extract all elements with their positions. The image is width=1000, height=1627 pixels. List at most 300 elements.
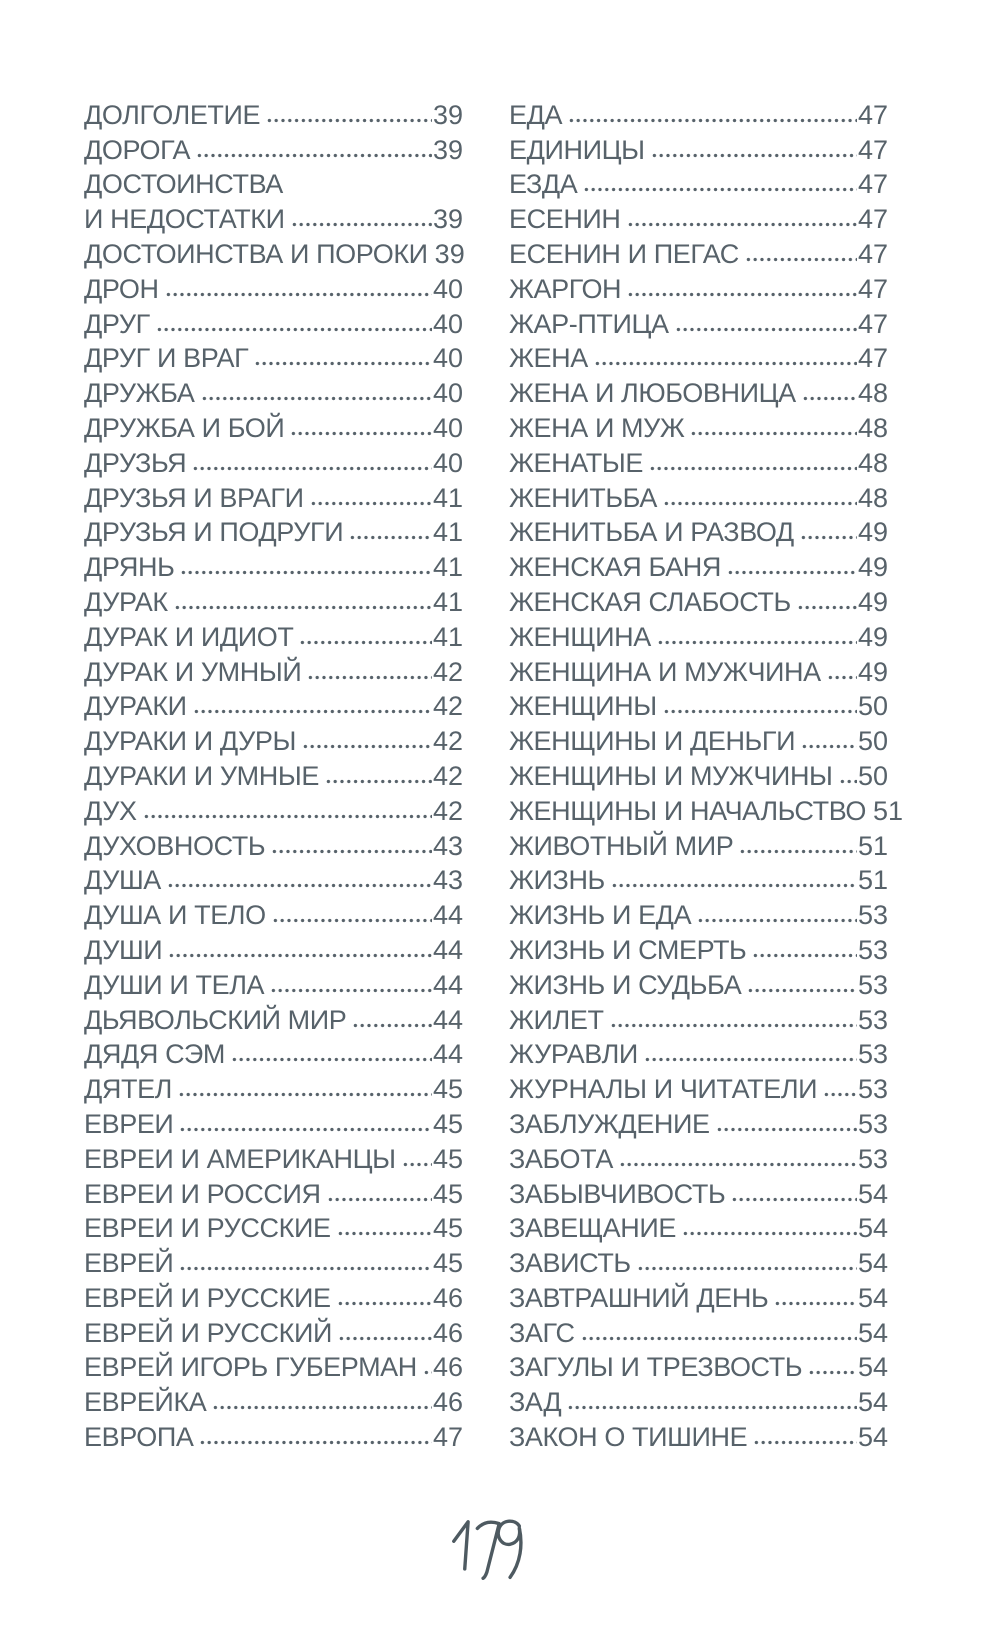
dot-leader xyxy=(179,1265,432,1272)
handwritten-page-number xyxy=(437,1506,544,1588)
dot-leader xyxy=(619,1161,857,1168)
toc-entry-title: ЖУРНАЛЫ И ЧИТАТЕЛИ xyxy=(509,1074,818,1105)
toc-entry-page: 41 xyxy=(432,621,463,652)
dot-leader xyxy=(808,1369,857,1376)
toc-entry xyxy=(509,1070,888,1105)
dot-leader xyxy=(165,291,432,298)
toc-entry-title: ЕЗДА xyxy=(509,169,578,200)
toc-entry xyxy=(84,340,463,375)
toc-entry xyxy=(509,1383,888,1418)
toc-entry-title: ДУША И ТЕЛО xyxy=(84,900,266,931)
toc-entry xyxy=(84,374,463,409)
toc-entry xyxy=(84,1418,463,1453)
toc-entry xyxy=(509,896,888,931)
page-footer xyxy=(0,1508,980,1591)
toc-entry-page: 53 xyxy=(857,900,888,931)
toc-entry-title: ЕСЕНИН И ПЕГАС xyxy=(509,238,739,269)
toc-entry xyxy=(84,966,463,1001)
dot-leader xyxy=(663,500,857,507)
toc-entry xyxy=(84,1001,463,1036)
dot-leader xyxy=(299,639,431,646)
toc-entry-title: ЖЕНА И МУЖ xyxy=(509,412,685,443)
dot-leader xyxy=(270,987,432,994)
dot-leader xyxy=(156,326,432,333)
dot-leader xyxy=(797,604,857,611)
toc-entry-page: 54 xyxy=(857,1248,888,1279)
toc-entry-page: 47 xyxy=(857,343,888,374)
dot-leader xyxy=(180,569,432,576)
toc-entry-title: ЕВРЕИ И РОССИЯ xyxy=(84,1178,321,1209)
dot-leader xyxy=(196,152,432,159)
toc-entry-page: 48 xyxy=(857,378,888,409)
toc-entry xyxy=(84,1349,463,1384)
toc-entry xyxy=(509,340,888,375)
toc-entry xyxy=(509,1175,888,1210)
dot-leader xyxy=(143,813,432,820)
toc-entry-page: 46 xyxy=(432,1352,463,1383)
toc-entry xyxy=(84,1244,463,1279)
toc-entry-page: 49 xyxy=(857,552,888,583)
dot-leader xyxy=(337,1300,432,1307)
toc-entry-title: ДРУГ И ВРАГ xyxy=(84,343,249,374)
toc-entry-page: 44 xyxy=(432,1039,463,1070)
toc-entry-title: ЕВРЕИ xyxy=(84,1108,174,1139)
toc-entry-page: 53 xyxy=(857,1143,888,1174)
toc-entry-title: ЖИВОТНЫЙ МИР xyxy=(509,830,734,861)
toc-entry-title: ДРУЗЬЯ xyxy=(84,447,187,478)
dot-leader xyxy=(325,778,432,785)
toc-entry xyxy=(509,514,888,549)
dot-leader xyxy=(644,1056,857,1063)
toc-entry-title: ДОСТОИНСТВА И ПОРОКИ xyxy=(84,238,428,269)
toc-entry-page: 40 xyxy=(432,343,463,374)
toc-entry-page: 54 xyxy=(857,1387,888,1418)
toc-entry-page: 53 xyxy=(857,1039,888,1070)
toc-entry-page: 43 xyxy=(432,865,463,896)
dot-leader xyxy=(637,1265,857,1272)
toc-entry xyxy=(509,1001,888,1036)
toc-entry-page: 44 xyxy=(432,900,463,931)
toc-entry xyxy=(84,688,463,723)
dot-leader xyxy=(199,1439,432,1446)
toc-entry xyxy=(509,1418,888,1453)
dot-leader xyxy=(272,917,432,924)
toc-entry xyxy=(509,1244,888,1279)
toc-entry-title: ЖЕНСКАЯ СЛАБОСТЬ xyxy=(509,586,791,617)
toc-entry-title: ЕДА xyxy=(509,99,563,130)
toc-entry-page: 40 xyxy=(432,308,463,339)
toc-entry-page: 51 xyxy=(857,830,888,861)
dot-leader xyxy=(675,326,857,333)
dot-leader xyxy=(611,882,857,889)
toc-entry-title: ЖЕНЩИНЫ И МУЖЧИНЫ xyxy=(509,760,833,791)
toc-entry-title: ЕВРЕЙКА xyxy=(84,1387,207,1418)
toc-entry xyxy=(509,688,888,723)
toc-entry xyxy=(84,305,463,340)
dot-leader xyxy=(174,604,432,611)
dot-leader xyxy=(231,1056,432,1063)
toc-entry-title: ЖИЗНЬ И СУДЬБА xyxy=(509,969,742,1000)
dot-leader xyxy=(581,1335,857,1342)
dot-leader xyxy=(663,708,857,715)
toc-entry-page: 40 xyxy=(432,412,463,443)
toc-entry xyxy=(509,618,888,653)
toc-entry xyxy=(84,1175,463,1210)
dot-leader xyxy=(201,395,432,402)
toc-entry xyxy=(84,1036,463,1071)
dot-leader xyxy=(697,917,857,924)
toc-entry xyxy=(509,1279,888,1314)
toc-column-left xyxy=(84,96,463,1453)
toc-entry-title: ЗАГС xyxy=(509,1317,575,1348)
toc-entry xyxy=(84,757,463,792)
toc-entry-title: ДРУГ xyxy=(84,308,150,339)
toc-entry-title: ДРУЗЬЯ И ВРАГИ xyxy=(84,482,304,513)
dot-leader xyxy=(651,152,857,159)
toc-entry-title: И НЕДОСТАТКИ xyxy=(84,204,285,235)
toc-entry xyxy=(84,862,463,897)
toc-entry xyxy=(509,931,888,966)
dot-leader xyxy=(337,1230,432,1237)
toc-entry-page: 45 xyxy=(432,1143,463,1174)
toc-entry xyxy=(84,792,463,827)
toc-entry xyxy=(84,618,463,653)
toc-entry xyxy=(84,931,463,966)
toc-entry-title: ЗАКОН О ТИШИНЕ xyxy=(509,1422,748,1453)
toc-entry-page: 42 xyxy=(432,726,463,757)
toc-entry-title: ЖЕНЩИНА xyxy=(509,621,651,652)
dot-leader xyxy=(827,674,857,681)
dot-leader xyxy=(168,952,432,959)
dot-leader xyxy=(338,1335,432,1342)
toc-entry xyxy=(509,757,888,792)
dot-leader xyxy=(423,1369,432,1376)
dot-leader xyxy=(682,1230,857,1237)
toc-entry-page: 54 xyxy=(857,1352,888,1383)
toc-entry xyxy=(509,966,888,1001)
toc-entry-page: 39 xyxy=(432,99,463,130)
toc-entry-page: 42 xyxy=(432,656,463,687)
dot-leader xyxy=(310,500,432,507)
toc-entry xyxy=(84,653,463,688)
toc-entry-title: ЖАРГОН xyxy=(509,273,622,304)
toc-entry-title: ЖЕНИТЬБА И РАЗВОД xyxy=(509,517,794,548)
toc-entry xyxy=(509,827,888,862)
toc-entry-page: 54 xyxy=(857,1282,888,1313)
dot-leader xyxy=(302,743,432,750)
toc-entry xyxy=(84,409,463,444)
toc-entry xyxy=(509,235,888,270)
dot-leader xyxy=(727,569,857,576)
toc-entry-title: ЖАР-ПТИЦА xyxy=(509,308,669,339)
toc-entry xyxy=(84,896,463,931)
toc-entry-title: ДРОН xyxy=(84,273,159,304)
toc-entry-page: 45 xyxy=(432,1108,463,1139)
toc-entry-page: 41 xyxy=(432,552,463,583)
toc-entry xyxy=(84,548,463,583)
toc-entry-page: 45 xyxy=(432,1248,463,1279)
toc-entry xyxy=(509,792,904,827)
toc-entry-page: 41 xyxy=(432,586,463,617)
toc-entry-page: 40 xyxy=(432,378,463,409)
toc-entry xyxy=(509,1140,888,1175)
dot-leader xyxy=(254,360,432,367)
toc-entry-title: ЖЕНЩИНА И МУЖЧИНА xyxy=(509,656,821,687)
toc-entry-page: 39 xyxy=(432,204,463,235)
toc-entry xyxy=(509,1210,888,1245)
toc-entry-title: ДУХ xyxy=(84,795,137,826)
dot-leader xyxy=(307,674,432,681)
toc-entry-page: 50 xyxy=(857,691,888,722)
toc-entry xyxy=(84,479,463,514)
toc-entry-page: 54 xyxy=(857,1213,888,1244)
toc-entry xyxy=(84,166,463,201)
dot-leader xyxy=(800,534,857,541)
toc-entry-title: ЗАВЕЩАНИЕ xyxy=(509,1213,676,1244)
toc-entry xyxy=(509,1105,888,1140)
toc-entry-page: 53 xyxy=(857,1108,888,1139)
dot-leader xyxy=(212,1404,432,1411)
dot-leader xyxy=(649,465,857,472)
toc-entry-page: 49 xyxy=(857,517,888,548)
toc-entry-title: ДУША xyxy=(84,865,161,896)
toc-entry xyxy=(84,583,463,618)
dot-leader xyxy=(568,117,857,124)
dot-leader xyxy=(839,778,857,785)
toc-entry-title: ДУРАК И ИДИОТ xyxy=(84,621,294,652)
dot-leader xyxy=(352,1022,432,1029)
dot-leader xyxy=(747,987,857,994)
dot-leader xyxy=(731,1196,857,1203)
toc-entry-title: ЖЕНЩИНЫ И НАЧАЛЬСТВО xyxy=(509,795,867,826)
toc-entry-title: ЕВРЕИ И АМЕРИКАНЦЫ xyxy=(84,1143,396,1174)
toc-entry xyxy=(509,1314,888,1349)
toc-entry-title: ЕСЕНИН xyxy=(509,204,621,235)
toc-entry-title: ДУРАКИ xyxy=(84,691,187,722)
toc-entry-title: ДЯДЯ СЭМ xyxy=(84,1039,225,1070)
dot-leader xyxy=(823,1091,857,1098)
dot-leader xyxy=(179,1126,432,1133)
dot-leader xyxy=(192,465,432,472)
toc-entry-page: 47 xyxy=(432,1422,463,1453)
toc-entry xyxy=(84,1105,463,1140)
toc-entry xyxy=(84,722,463,757)
toc-entry xyxy=(84,444,463,479)
toc-entry-page: 51 xyxy=(873,795,904,826)
toc-entry xyxy=(84,200,463,235)
toc-entry-page: 46 xyxy=(432,1317,463,1348)
toc-entry-page: 49 xyxy=(857,656,888,687)
toc-entry-title: ЕВРЕЙ И РУССКИЕ xyxy=(84,1282,331,1313)
toc-entry-title: ДОЛГОЛЕТИЕ xyxy=(84,99,261,130)
dot-leader xyxy=(567,1404,857,1411)
toc-entry xyxy=(84,827,463,862)
toc-entry-title: ЕДИНИЦЫ xyxy=(509,134,645,165)
toc-entry xyxy=(509,270,888,305)
toc-entry-page: 43 xyxy=(432,830,463,861)
table-of-contents xyxy=(84,96,904,1453)
dot-leader xyxy=(402,1161,432,1168)
toc-entry xyxy=(509,166,888,201)
toc-entry xyxy=(509,862,888,897)
toc-entry-page: 39 xyxy=(432,134,463,165)
toc-entry-title: ДРУЗЬЯ И ПОДРУГИ xyxy=(84,517,344,548)
toc-entry-title: ДРУЖБА xyxy=(84,378,195,409)
toc-entry-page: 54 xyxy=(857,1422,888,1453)
toc-entry xyxy=(509,131,888,166)
toc-entry-page: 47 xyxy=(857,238,888,269)
toc-entry-title: ЕВРОПА xyxy=(84,1422,194,1453)
toc-entry-page: 42 xyxy=(432,795,463,826)
dot-leader xyxy=(291,221,432,228)
toc-entry-page: 54 xyxy=(857,1317,888,1348)
toc-entry-page: 47 xyxy=(857,308,888,339)
toc-entry-page: 47 xyxy=(857,99,888,130)
toc-entry-page: 45 xyxy=(432,1074,463,1105)
toc-entry-title: ЗАБЛУЖДЕНИЕ xyxy=(509,1108,710,1139)
toc-entry-title: ЗАБОТА xyxy=(509,1143,613,1174)
toc-entry xyxy=(509,722,888,757)
toc-entry-page: 44 xyxy=(432,969,463,1000)
toc-entry-title: ДУРАК xyxy=(84,586,168,617)
toc-entry-title: ДУШИ И ТЕЛА xyxy=(84,969,265,1000)
toc-entry-title: ЖЕНЩИНЫ xyxy=(509,691,657,722)
toc-entry-title: ДЯТЕЛ xyxy=(84,1074,173,1105)
toc-entry-title: ЖЕНА xyxy=(509,343,588,374)
dot-leader xyxy=(178,1091,432,1098)
toc-entry xyxy=(84,1140,463,1175)
toc-entry-page: 46 xyxy=(432,1282,463,1313)
toc-entry-title: ЖИЗНЬ И СМЕРТЬ xyxy=(509,934,747,965)
toc-entry-page: 39 xyxy=(434,238,465,269)
toc-entry-page: 53 xyxy=(857,1004,888,1035)
toc-entry-page: 46 xyxy=(432,1387,463,1418)
toc-entry-page: 53 xyxy=(857,969,888,1000)
toc-entry-title: ДУРАКИ И ДУРЫ xyxy=(84,726,296,757)
toc-entry-title: ЖЕНИТЬБА xyxy=(509,482,657,513)
toc-entry xyxy=(509,374,888,409)
toc-entry-page: 48 xyxy=(857,447,888,478)
toc-entry xyxy=(84,1210,463,1245)
toc-entry xyxy=(84,270,463,305)
dot-leader xyxy=(327,1196,432,1203)
toc-entry-title: ДОСТОИНСТВА xyxy=(84,169,283,200)
toc-entry xyxy=(84,1314,463,1349)
toc-entry xyxy=(509,96,888,131)
toc-entry-title: ЖИЛЕТ xyxy=(509,1004,604,1035)
dot-leader xyxy=(774,1300,857,1307)
toc-entry xyxy=(509,479,888,514)
toc-entry-page: 42 xyxy=(432,691,463,722)
dot-leader xyxy=(610,1022,857,1029)
toc-entry-page: 42 xyxy=(432,760,463,791)
toc-entry-page: 47 xyxy=(857,134,888,165)
toc-entry-title: ДУРАКИ И УМНЫЕ xyxy=(84,760,319,791)
toc-entry-title: ЕВРЕЙ xyxy=(84,1248,174,1279)
toc-entry-title: ЖЕНЩИНЫ И ДЕНЬГИ xyxy=(509,726,796,757)
toc-entry-title: ЕВРЕИ И РУССКИЕ xyxy=(84,1213,331,1244)
toc-entry-page: 45 xyxy=(432,1213,463,1244)
toc-entry xyxy=(509,1036,888,1071)
toc-entry xyxy=(509,444,888,479)
toc-entry-page: 53 xyxy=(857,934,888,965)
toc-entry-title: ЖИЗНЬ xyxy=(509,865,605,896)
toc-entry xyxy=(509,583,888,618)
toc-entry-page: 47 xyxy=(857,273,888,304)
dot-leader xyxy=(627,221,857,228)
dot-leader xyxy=(690,430,857,437)
toc-entry-page: 45 xyxy=(432,1178,463,1209)
dot-leader xyxy=(739,848,857,855)
toc-entry-title: ДОРОГА xyxy=(84,134,191,165)
toc-entry xyxy=(84,1383,463,1418)
dot-leader xyxy=(627,291,857,298)
dot-leader xyxy=(349,534,432,541)
toc-entry-title: ДУРАК И УМНЫЙ xyxy=(84,656,302,687)
toc-entry-title: ЗАГУЛЫ И ТРЕЗВОСТЬ xyxy=(509,1352,803,1383)
dot-leader xyxy=(802,395,857,402)
toc-entry-title: ЖУРАВЛИ xyxy=(509,1039,638,1070)
toc-entry-title: ЗАД xyxy=(509,1387,562,1418)
toc-entry-title: ДУШИ xyxy=(84,934,163,965)
dot-leader xyxy=(594,360,857,367)
toc-entry-title: ЗАВИСТЬ xyxy=(509,1248,631,1279)
toc-entry-page: 50 xyxy=(857,726,888,757)
toc-entry xyxy=(84,131,463,166)
toc-entry-page: 48 xyxy=(857,482,888,513)
toc-entry xyxy=(509,200,888,235)
dot-leader xyxy=(801,743,857,750)
toc-entry xyxy=(84,235,463,270)
dot-leader xyxy=(753,1439,857,1446)
dot-leader xyxy=(752,952,857,959)
dot-leader xyxy=(745,256,857,263)
dot-leader xyxy=(716,1126,857,1133)
toc-entry xyxy=(509,548,888,583)
toc-entry-title: ДРУЖБА И БОЙ xyxy=(84,412,285,443)
toc-entry-title: ДРЯНЬ xyxy=(84,552,175,583)
toc-entry-title: ЕВРЕЙ И РУССКИЙ xyxy=(84,1317,332,1348)
toc-entry-page: 41 xyxy=(432,482,463,513)
dot-leader xyxy=(167,882,432,889)
toc-entry xyxy=(509,409,888,444)
toc-entry xyxy=(509,1349,888,1384)
dot-leader xyxy=(193,708,432,715)
toc-entry-page: 54 xyxy=(857,1178,888,1209)
toc-entry-title: ДЬЯВОЛЬСКИЙ МИР xyxy=(84,1004,347,1035)
toc-entry-title: ЖЕНСКАЯ БАНЯ xyxy=(509,552,722,583)
toc-entry-page: 47 xyxy=(857,204,888,235)
toc-entry xyxy=(84,514,463,549)
dot-leader xyxy=(657,639,857,646)
toc-entry-title: ЗАВТРАШНИЙ ДЕНЬ xyxy=(509,1282,769,1313)
toc-entry-page: 53 xyxy=(857,1074,888,1105)
toc-entry xyxy=(84,1070,463,1105)
dot-leader xyxy=(266,117,432,124)
dot-leader xyxy=(290,430,432,437)
toc-entry-page: 48 xyxy=(857,412,888,443)
dot-leader xyxy=(271,848,432,855)
toc-entry-title: ЕВРЕЙ ИГОРЬ ГУБЕРМАН xyxy=(84,1352,417,1383)
toc-entry xyxy=(509,305,888,340)
toc-entry-title: ДУХОВНОСТЬ xyxy=(84,830,266,861)
toc-entry-title: ЖЕНА И ЛЮБОВНИЦА xyxy=(509,378,796,409)
toc-entry-page: 49 xyxy=(857,586,888,617)
toc-entry-page: 50 xyxy=(857,760,888,791)
toc-entry-page: 40 xyxy=(432,273,463,304)
toc-entry-page: 40 xyxy=(432,447,463,478)
toc-entry-page: 44 xyxy=(432,934,463,965)
